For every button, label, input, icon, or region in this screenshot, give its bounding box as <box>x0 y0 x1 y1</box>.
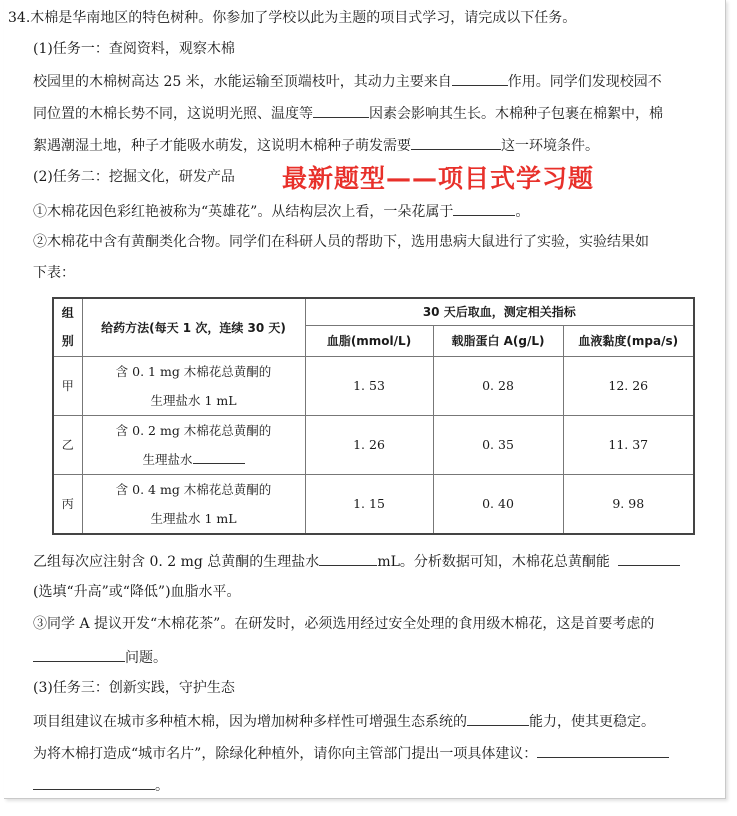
task3-title: (3)任务三：创新实践，守护生态 <box>33 680 235 696</box>
method-cell: 含 0. 2 mg 木棉花总黄酮的 生理盐水 <box>82 415 305 474</box>
answer-blank-transpiration[interactable] <box>452 70 508 86</box>
col-header-lipid: 血脂(mmol/L) <box>305 325 433 356</box>
task1-line1: 校园里的木棉树高达 25 米，水能运输至顶端枝叶，其动力主要来自 作用。同学们发现校园不 <box>33 70 662 92</box>
col-header-apolipoprotein: 载脂蛋白 A(g/L) <box>433 325 563 356</box>
question-number: 34. <box>8 10 31 26</box>
lipid-value: 1. 15 <box>305 474 433 534</box>
answer-blank-germination[interactable] <box>411 134 501 150</box>
method-cell: 含 0. 4 mg 木棉花总黄酮的 生理盐水 1 mL <box>82 474 305 534</box>
task2-q1: ①木棉花因色彩红艳被称为“英雄花”。从结构层次上看，一朵花属于 。 <box>33 200 529 222</box>
answer-blank-factors[interactable] <box>313 102 369 118</box>
group-cell: 甲 <box>53 356 82 415</box>
lipid-value: 1. 53 <box>305 356 433 415</box>
answer-blank-saline-volume[interactable] <box>193 450 245 464</box>
answer-blank-safety[interactable] <box>33 646 125 662</box>
task2-q2-line2: 下表： <box>33 265 75 281</box>
table-row <box>53 474 694 534</box>
col-header-viscosity: 血液黏度(mpa/s) <box>563 325 694 356</box>
group-cell: 乙 <box>53 415 82 474</box>
task3-line2: 为将木棉打造成“城市名片”，除绿化种植外，请你向主管部门提出一项具体建议： <box>33 742 669 764</box>
task2-q2-line1: ②木棉花中含有黄酮类化合物。同学们在科研人员的帮助下，选用患病大鼠进行了实验，实验结果如 <box>33 234 649 250</box>
task1-line3: 絮遇潮湿土地，种子才能吸水萌发，这说明木棉种子萌发需要 这一环境条件。 <box>33 134 599 156</box>
table-row <box>53 415 694 474</box>
task1-title: (1)任务一：查阅资料，观察木棉 <box>33 41 235 57</box>
answer-blank-ml[interactable] <box>319 550 377 566</box>
task3-line1: 项目组建议在城市多种植木棉，因为增加树种多样性可增强生态系统的 能力，使其更稳定。 <box>33 710 655 732</box>
lipid-value: 1. 26 <box>305 415 433 474</box>
method-cell: 含 0. 1 mg 木棉花总黄酮的 生理盐水 1 mL <box>82 356 305 415</box>
task2-title: (2)任务二：挖掘文化，研发产品 <box>33 169 235 185</box>
question-intro: 34.木棉是华南地区的特色树种。你参加了学校以此为主题的项目式学习，请完成以下任务。 <box>8 10 577 26</box>
apolipoprotein-value: 0. 40 <box>433 474 563 534</box>
group-cell: 丙 <box>53 474 82 534</box>
answer-blank-self-regulation[interactable] <box>467 710 529 726</box>
measure-header: 30 天后取血，测定相关指标 <box>305 298 694 325</box>
experiment-table <box>52 297 695 535</box>
task2-after-line1: 乙组每次应注射含 0. 2 mg 总黄酮的生理盐水 mL。分析数据可知，木棉花总黄酮能 <box>33 550 680 572</box>
banner-title: 最新题型——项目式学习题 <box>282 164 595 193</box>
method-header: 给药方法(每天 1 次，连续 30 天) <box>82 298 305 356</box>
apolipoprotein-value: 0. 28 <box>433 356 563 415</box>
viscosity-value: 9. 98 <box>563 474 694 534</box>
apolipoprotein-value: 0. 35 <box>433 415 563 474</box>
group-header: 组 别 <box>53 298 82 356</box>
task2-q3-line2: 问题。 <box>33 646 167 668</box>
task2-after-line2: (选填“升高”或“降低”)血脂水平。 <box>33 584 241 600</box>
answer-blank-suggestion-cont[interactable] <box>33 774 155 790</box>
table-row <box>53 356 694 415</box>
answer-blank-suggestion[interactable] <box>537 742 669 758</box>
task2-q3-line1: ③同学 A 提议开发“木棉花茶”。在研发时，必须选用经过安全处理的食用级木棉花，这是首要考虑的 <box>33 616 655 632</box>
answer-blank-organ[interactable] <box>453 200 515 216</box>
viscosity-value: 12. 26 <box>563 356 694 415</box>
task1-line2: 同位置的木棉长势不同，这说明光照、温度等 因素会影响其生长。木棉种子包裹在棉絮中，棉 <box>33 102 663 124</box>
viscosity-value: 11. 37 <box>563 415 694 474</box>
task3-line3: 。 <box>33 774 169 796</box>
answer-blank-effect[interactable] <box>618 550 680 566</box>
